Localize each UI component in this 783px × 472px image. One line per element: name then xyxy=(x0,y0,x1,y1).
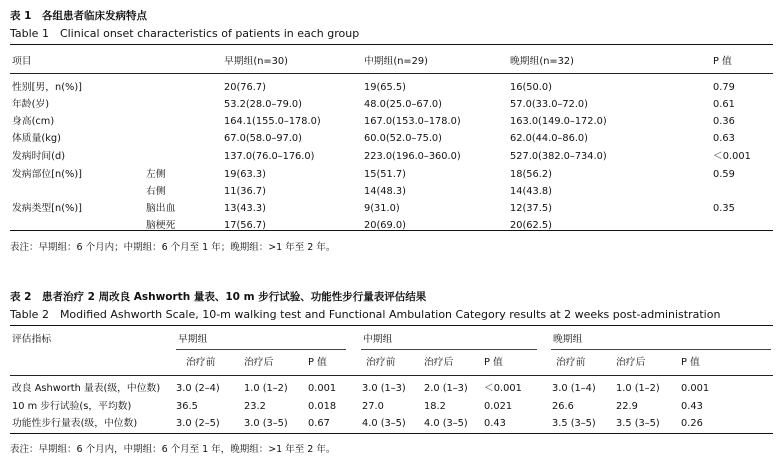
table1-row-middle: 19(65.5) xyxy=(364,82,406,93)
table2-row-value: ＜0.001 xyxy=(484,383,522,394)
table1-row-early: 11(36.7) xyxy=(224,186,266,197)
table1-row-late: 12(37.5) xyxy=(510,203,552,214)
table1-row-middle: 9(31.0) xyxy=(364,203,400,214)
table2-row-value: 3.0 (1–4) xyxy=(552,383,596,394)
table2-subheader: 治疗前 xyxy=(186,357,216,368)
table2-middle-group-rule xyxy=(361,349,537,350)
table1-row-middle: 223.0(196.0–360.0) xyxy=(364,151,461,162)
table1-row-sub: 右侧 xyxy=(146,186,166,197)
table1-header-early: 早期组(n=30) xyxy=(224,56,288,67)
table2-subheader: 治疗后 xyxy=(244,357,274,368)
table2-subheader: P 值 xyxy=(308,357,327,368)
table1-header-late: 晚期组(n=32) xyxy=(510,56,574,67)
table2-row-value: 3.5 (3–5) xyxy=(616,418,660,429)
table1-row-middle: 167.0(153.0–178.0) xyxy=(364,116,461,127)
table1-row-label: 年龄(岁) xyxy=(12,99,50,110)
table1-row-middle: 48.0(25.0–67.0) xyxy=(364,99,442,110)
table1-row-early: 13(43.3) xyxy=(224,203,266,214)
table2-row-value: 3.0 (1–3) xyxy=(362,383,406,394)
table2-row-value: 3.5 (3–5) xyxy=(552,418,596,429)
table2-late-group-rule xyxy=(551,349,771,350)
table1-header-rule xyxy=(10,73,773,74)
table1-row-early: 53.2(28.0–79.0) xyxy=(224,99,302,110)
table1-row-middle: 15(51.7) xyxy=(364,169,406,180)
table1-row-label: 身高(cm) xyxy=(12,116,55,127)
table2-bottom-rule xyxy=(10,433,773,434)
table2-row-label: 功能性步行量表(级，中位数) xyxy=(12,418,138,429)
table2-early-group-rule xyxy=(176,349,346,350)
table2-row-value: 2.0 (1–3) xyxy=(424,383,468,394)
table1-row-late: 57.0(33.0–72.0) xyxy=(510,99,588,110)
table1-row-label: 发病类型[n(%)] xyxy=(12,203,82,214)
table1-header-middle: 中期组(n=29) xyxy=(364,56,428,67)
table1-row-early: 137.0(76.0–176.0) xyxy=(224,151,315,162)
table2-row-value: 27.0 xyxy=(362,401,384,412)
table2-row-value: 3.0 (2–5) xyxy=(176,418,220,429)
table2-subheader: 治疗前 xyxy=(366,357,396,368)
table2-row-value: 22.9 xyxy=(616,401,638,412)
table1-row-early: 67.0(58.0–97.0) xyxy=(224,133,302,144)
table2-caption-zh: 表 2 患者治疗 2 周改良 Ashworth 量表、10 m 步行试验、功能性步行量表评估结果 xyxy=(10,291,427,303)
table2-row-value: 0.021 xyxy=(484,401,513,412)
table2-subheader: 治疗后 xyxy=(424,357,454,368)
table2-header-middle: 中期组 xyxy=(363,334,393,345)
table1-row-early: 19(63.3) xyxy=(224,169,266,180)
table2-row-value: 0.43 xyxy=(681,401,703,412)
table2-row-value: 0.67 xyxy=(308,418,330,429)
table2-caption-en: Table 2 Modified Ashworth Scale, 10-m walking test and Functional Ambulation Category results at 2 weeks post-administration xyxy=(10,308,721,321)
table1-row-middle: 20(69.0) xyxy=(364,220,406,231)
table1-row-late: 20(62.5) xyxy=(510,220,552,231)
table1-header-item: 项目 xyxy=(12,56,32,67)
table1-row-p: 0.61 xyxy=(713,99,735,110)
table2-row-value: 0.001 xyxy=(308,383,337,394)
table2-row-value: 3.0 (2–4) xyxy=(176,383,220,394)
table2-row-value: 1.0 (1–2) xyxy=(244,383,288,394)
table2-header-indicator: 评估指标 xyxy=(12,334,52,345)
table2-row-label: 改良 Ashworth 量表(级，中位数) xyxy=(12,383,161,394)
table1-top-rule xyxy=(10,44,773,45)
table2-subheader: 治疗前 xyxy=(556,357,586,368)
table2-row-value: 0.26 xyxy=(681,418,703,429)
table2-row-value: 4.0 (3–5) xyxy=(424,418,468,429)
table2-subheader: P 值 xyxy=(681,357,700,368)
table1-row-label: 发病时间(d) xyxy=(12,151,66,162)
table2-row-value: 0.018 xyxy=(308,401,337,412)
table1-row-late: 527.0(382.0–734.0) xyxy=(510,151,607,162)
table1-row-p: 0.35 xyxy=(713,203,735,214)
table2-subheader: P 值 xyxy=(484,357,503,368)
table1-row-p: 0.63 xyxy=(713,133,735,144)
table2-row-value: 4.0 (3–5) xyxy=(362,418,406,429)
table1-header-p: P 值 xyxy=(713,56,732,67)
table1-row-early: 20(76.7) xyxy=(224,82,266,93)
table2-row-value: 3.0 (3–5) xyxy=(244,418,288,429)
table1-bottom-rule xyxy=(10,230,773,231)
table2-row-value: 1.0 (1–2) xyxy=(616,383,660,394)
table1-row-p: 0.36 xyxy=(713,116,735,127)
table1-row-middle: 60.0(52.0–75.0) xyxy=(364,133,442,144)
table2-header-late: 晚期组 xyxy=(553,334,583,345)
table1-caption-en: Table 1 Clinical onset characteristics of patients in each group xyxy=(10,27,360,40)
table1-row-label: 性别[男，n(%)] xyxy=(12,82,82,93)
table2-subheader: 治疗后 xyxy=(616,357,646,368)
table1-row-late: 163.0(149.0–172.0) xyxy=(510,116,607,127)
table1-row-p: ＜0.001 xyxy=(713,151,751,162)
table2-row-value: 0.43 xyxy=(484,418,506,429)
table2-row-value: 26.6 xyxy=(552,401,574,412)
table1-row-early: 17(56.7) xyxy=(224,220,266,231)
table2-row-value: 23.2 xyxy=(244,401,266,412)
table2-top-rule xyxy=(10,325,773,326)
table1-row-label: 发病部位[n(%)] xyxy=(12,169,82,180)
table1-row-middle: 14(48.3) xyxy=(364,186,406,197)
table1-row-late: 62.0(44.0–86.0) xyxy=(510,133,588,144)
table1-row-p: 0.59 xyxy=(713,169,735,180)
table1-row-early: 164.1(155.0–178.0) xyxy=(224,116,321,127)
table2-row-value: 0.001 xyxy=(681,383,710,394)
table1-row-sub: 脑出血 xyxy=(146,203,176,214)
table1-note: 表注：早期组：6 个月内；中期组：6 个月至 1 年；晚期组：>1 年至 2 年。 xyxy=(10,242,336,253)
table1-row-sub: 左侧 xyxy=(146,169,166,180)
table1-row-late: 16(50.0) xyxy=(510,82,552,93)
table1-row-late: 14(43.8) xyxy=(510,186,552,197)
table1-row-sub: 脑梗死 xyxy=(146,220,176,231)
table2-row-value: 36.5 xyxy=(176,401,198,412)
table2-row-label: 10 m 步行试验(s，平均数) xyxy=(12,401,132,412)
table2-note: 表注：早期组：6 个月内，中期组：6 个月至 1 年，晚期组：>1 年至 2 年。 xyxy=(10,444,336,455)
table1-caption-zh: 表 1 各组患者临床发病特点 xyxy=(10,10,147,22)
table1-row-late: 18(56.2) xyxy=(510,169,552,180)
table2-header-early: 早期组 xyxy=(178,334,208,345)
table2-row-value: 18.2 xyxy=(424,401,446,412)
table2-header-rule xyxy=(10,375,773,376)
table1-row-p: 0.79 xyxy=(713,82,735,93)
table1-row-label: 体质量(kg) xyxy=(12,133,61,144)
